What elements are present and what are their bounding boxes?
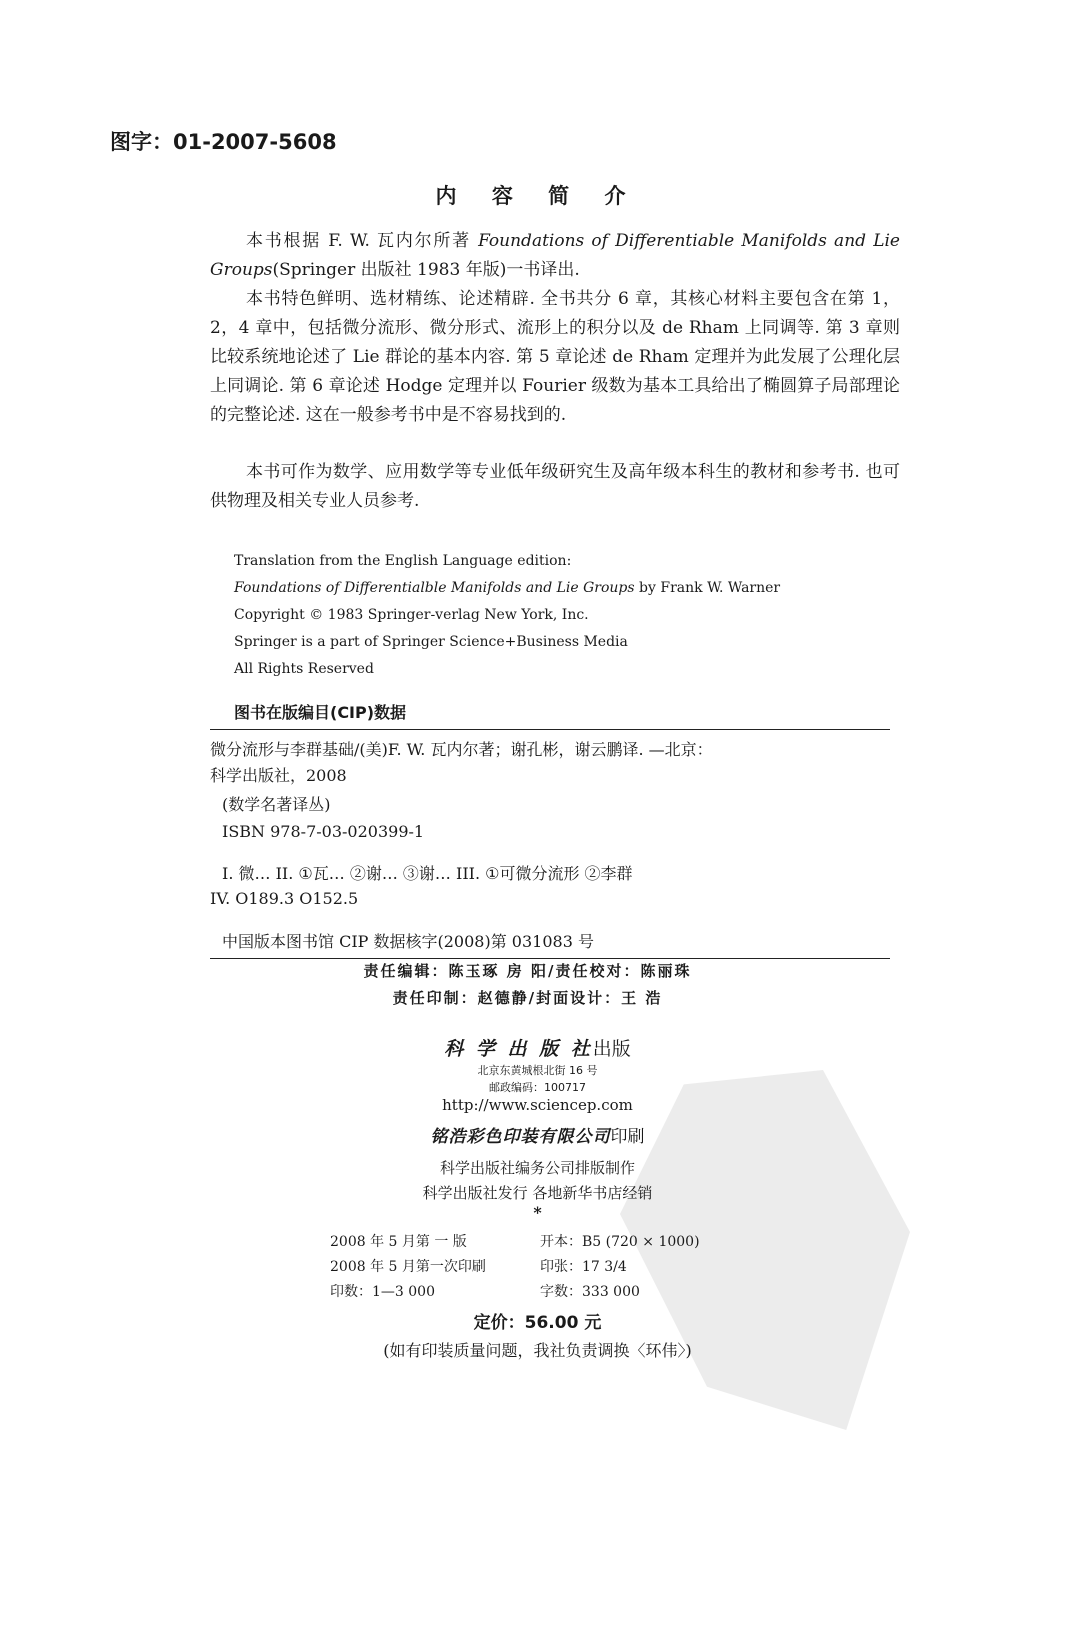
price: 定价：56.00 元 [473, 1313, 602, 1333]
cip-verification-number: 中国版本图书馆 CIP 数据核字(2008)第 031083 号 [222, 932, 594, 951]
responsibility-line-1: 责任编辑：陈玉琢 房 阳/责任校对：陈丽珠 [363, 962, 692, 980]
cip-line-1: 微分流形与李群基础/(美)F. W. 瓦内尔著；谢孔彬，谢云鹏译. —北京： [210, 740, 713, 759]
summary-p1-tail: (Springer 出版社 1983 年版)一书译出. [272, 260, 580, 280]
summary-p2-text: 本书特色鲜明、选材精练、论述精辟. 全书共分 6 章，其核心材料主要包含在第 1，2，4 章中，包括微分流形、微分形式、流形上的积分以及 de Rham 上同调等. 第 3 章则比较系统地论述了 Lie 群论的基本内容. 第 5 章论述 de Rham 定理并为此发展了公理化层上同调论. 第 6 章论述 Hodge 定理并以 Fourier 级数为基本工具给出了椭圆算子局部理论的完整论述. 这在一般参考书中是不容易找到的. [210, 289, 900, 425]
quality-notice: (如有印装质量问题，我社负责调换〈环伟〉) [383, 1341, 692, 1360]
distribution-line: 科学出版社发行 各地新华书店经销 [422, 1184, 653, 1202]
printer-logo-text: 铭浩彩色印装有限公司 [430, 1127, 611, 1147]
summary-p1-lead: 本书根据 F. W. 瓦内尔所著 [246, 231, 479, 251]
summary-paragraph-3 [210, 458, 900, 516]
summary-title: 内 容 简 介 [435, 184, 640, 208]
publisher-address: 北京东黄城根北街 16 号 [477, 1064, 598, 1077]
printer-suffix: 印刷 [610, 1127, 645, 1147]
translation-line-2 [234, 575, 780, 602]
typesetting-line: 科学出版社编务公司排版制作 [439, 1159, 635, 1177]
cip-title: 图书在版编目(CIP)数据 [234, 703, 407, 722]
cip-series: (数学名著译丛) [222, 795, 331, 814]
printing-date: 2008 年 5 月第一次印刷 [330, 1259, 486, 1275]
cip-classification-1: I. 微… II. ①瓦… ②谢… ③谢… III. ①可微分流形 ②李群 [222, 864, 633, 883]
cip-classification-2: IV. O189.3 O152.5 [210, 889, 359, 908]
translation-book-title: Foundations of Differentialble Manifolds and Lie Groups [234, 580, 635, 596]
copyright-registration-number: 图字：01-2007-5608 [110, 130, 337, 154]
translation-notice [234, 548, 780, 683]
word-count: 字数：333 000 [540, 1284, 640, 1300]
publisher-suffix: 出版 [592, 1038, 631, 1060]
cip-isbn: ISBN 978-7-03-020399-1 [222, 822, 425, 841]
publisher-postcode: 邮政编码：100717 [489, 1081, 586, 1094]
summary-paragraph-2 [210, 285, 900, 430]
translation-rights: All Rights Reserved [234, 661, 374, 677]
translation-author: by Frank W. Warner [634, 580, 781, 596]
cip-line-2: 科学出版社，2008 [210, 766, 347, 785]
cip-bottom-rule [210, 958, 890, 959]
original-book-title: Foundations of Differentiable Manifolds and Lie Groups [210, 231, 900, 280]
cip-top-rule [210, 729, 890, 730]
translation-line-1: Translation from the English Language edition: [234, 553, 572, 569]
summary-p3-text: 本书可作为数学、应用数学等专业低年级研究生及高年级本科生的教材和参考书. 也可供物理及相关专业人员参考. [210, 462, 900, 511]
publisher-name [0, 1034, 1075, 1061]
printed-sheets: 印张：17 3/4 [540, 1259, 627, 1275]
translation-copyright: Copyright © 1983 Springer-verlag New York, Inc. [234, 607, 589, 623]
print-run: 印数：1—3 000 [330, 1284, 435, 1300]
responsibility-line-2: 责任印制：赵德静/封面设计：王 浩 [392, 989, 663, 1007]
edition-date: 2008 年 5 月第 一 版 [330, 1234, 467, 1250]
translation-springer: Springer is a part of Springer Science+Business Media [234, 634, 628, 650]
separator-star: * [533, 1203, 542, 1222]
book-format: 开本：B5 (720 × 1000) [540, 1234, 700, 1250]
publisher-logo-text: 科 学 出 版 社 [444, 1038, 593, 1060]
printer-name [0, 1122, 1075, 1147]
summary-paragraph-1 [210, 227, 900, 285]
publisher-url: http://www.sciencep.com [442, 1096, 633, 1114]
